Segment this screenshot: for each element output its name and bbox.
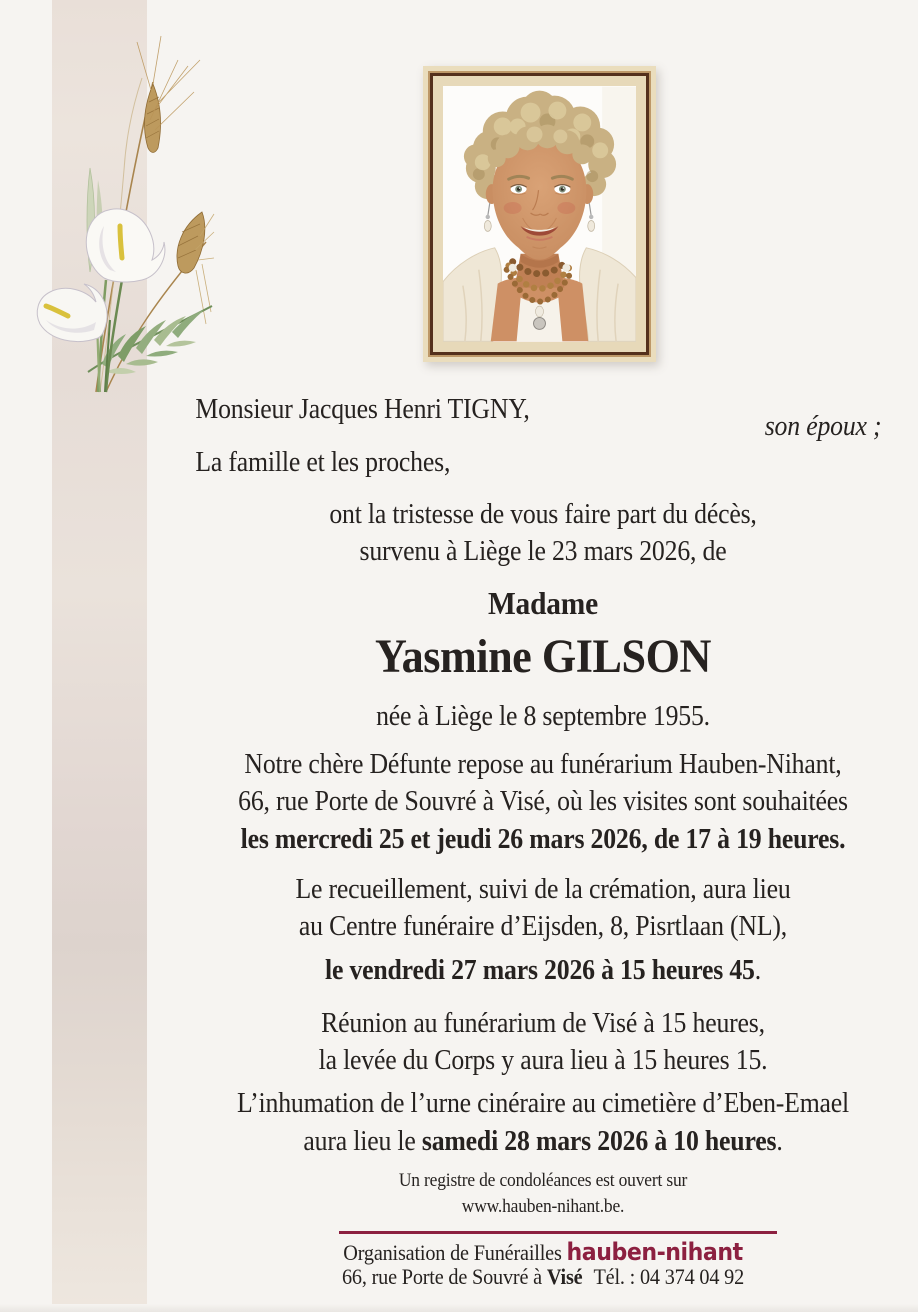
address-prefix: 66, rue Porte de Souvré à: [341, 1264, 547, 1289]
relation-label: son époux ;: [764, 411, 882, 442]
ceremony-date-line: [216, 957, 869, 985]
calla-lily-wheat-illustration-icon: [10, 20, 215, 405]
family-line: La famille et les proches,: [195, 447, 451, 478]
burial-date-prefix: aura lieu le: [303, 1126, 422, 1157]
burial-date-bold: samedi 28 mars 2026 à 10 heures: [421, 1126, 777, 1157]
visits-date-line: les mercredi 25 et jeudi 26 mars 2026, de 17 à 19 heures.: [240, 824, 846, 855]
register-line-1: Un registre de condoléances est ouvert sur: [398, 1170, 688, 1191]
meeting-line-2: la levée du Corps y aura lieu à 15 heures 15.: [318, 1045, 768, 1076]
intro-line-1: ont la tristesse de vous faire part du décès,: [329, 499, 757, 530]
organisation-prefix: Organisation de Funérailles: [343, 1240, 567, 1265]
birth-line: née à Liège le 8 septembre 1955.: [376, 701, 710, 732]
repose-line-1: Notre chère Défunte repose au funérarium Hauben-Nihant,: [244, 749, 842, 780]
organisation-line: [216, 1240, 869, 1264]
ceremony-line-1: Le recueillement, suivi de la crémation, aura lieu: [295, 874, 791, 905]
ceremony-line-2: au Centre funéraire d’Eijsden, 8, Pisrtlaan (NL),: [298, 911, 788, 942]
burial-date-suffix: .: [776, 1126, 783, 1157]
deceased-name: Yasmine GILSON: [375, 630, 711, 683]
footer-divider-rule: [339, 1231, 777, 1234]
relative-line: Monsieur Jacques Henri TIGNY,: [195, 394, 530, 425]
announcement-text-column: [188, 0, 898, 1312]
civility-title: Madame: [487, 585, 599, 621]
burial-line-1: L’inhumation de l’urne cinéraire au cimetière d’Eben-Emael: [236, 1088, 850, 1119]
meeting-line-1: Réunion au funérarium de Visé à 15 heures,: [321, 1008, 765, 1039]
burial-date-line: [216, 1128, 869, 1156]
address-city: Visé: [546, 1264, 583, 1289]
ceremony-date-suffix: .: [754, 955, 762, 986]
intro-line-2: survenu à Liège le 23 mars 2026, de: [359, 536, 727, 567]
address-line: [216, 1266, 869, 1288]
funeral-home-logo: hauben-nihant: [566, 1238, 743, 1266]
ceremony-date-bold: le vendredi 27 mars 2026 à 15 heures 45: [324, 955, 755, 986]
register-website: www.hauben-nihant.be.: [461, 1196, 625, 1217]
repose-line-2: 66, rue Porte de Souvré à Visé, où les visites sont souhaitées: [238, 786, 848, 817]
phone-number: Tél. : 04 374 04 92: [593, 1264, 745, 1289]
